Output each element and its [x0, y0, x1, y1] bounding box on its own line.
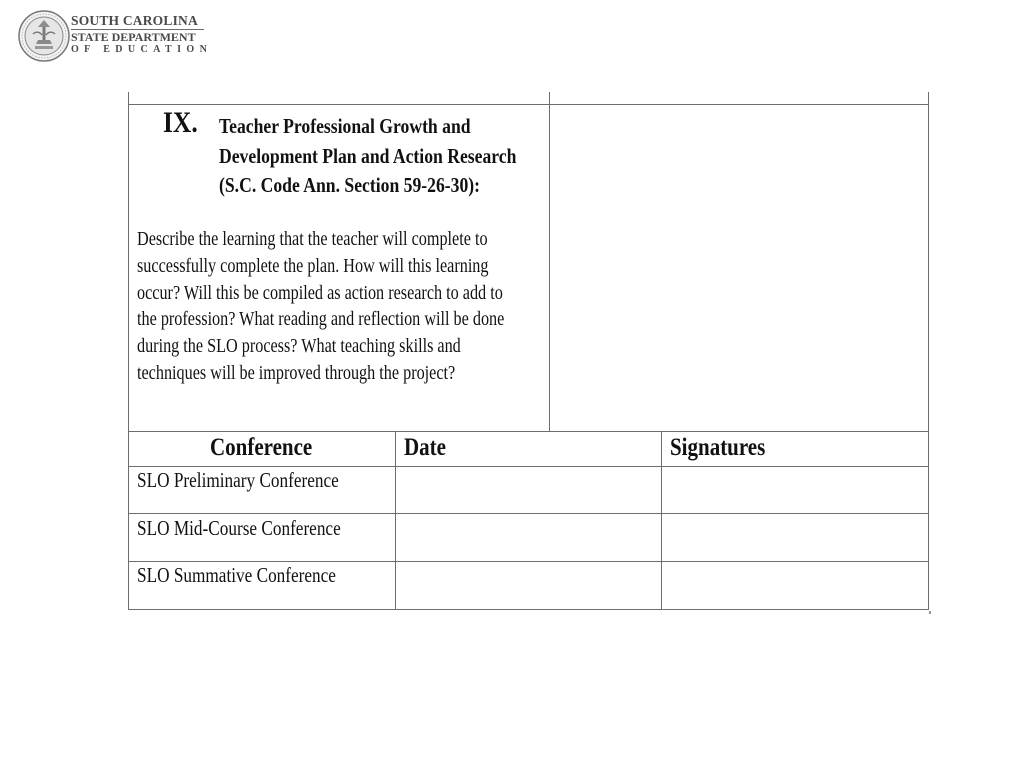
- prompt-line: Describe the learning that the teacher will complete to: [137, 229, 488, 250]
- table-border-left: [128, 92, 129, 432]
- conference-summative: SLO Summative Conference: [137, 563, 336, 587]
- conference-preliminary: SLO Preliminary Conference: [137, 468, 339, 492]
- state-seal-icon: [18, 10, 70, 62]
- section-heading-line: Development Plan and Action Research: [219, 143, 517, 168]
- conference-table: [128, 431, 930, 610]
- conference-mid-course: SLO Mid-Course Conference: [137, 516, 341, 540]
- signature-cell-mid-course[interactable]: [662, 514, 928, 561]
- prompt-line: techniques will be improved through the project?: [137, 362, 456, 384]
- prompt-line: the profession? What reading and reflection will be done: [137, 309, 505, 331]
- conf-border-left: [128, 431, 129, 610]
- header-date: Date: [404, 434, 446, 461]
- section-numeral: IX.: [163, 106, 198, 139]
- header-conference: Conference: [210, 434, 313, 461]
- prompt-line: successfully complete the plan. How will this learning: [137, 255, 489, 277]
- logo-of-education: OF EDUCATION: [71, 44, 213, 55]
- date-cell-preliminary[interactable]: [396, 467, 661, 513]
- page-mark: [929, 611, 931, 614]
- section-heading: [219, 112, 517, 201]
- date-cell-summative[interactable]: [396, 562, 661, 609]
- prompt-line: occur? Will this be compiled as action research to add to: [137, 282, 503, 304]
- prompt-line: during the SLO process? What teaching skills and: [137, 336, 461, 358]
- section-ix-table: [128, 92, 930, 432]
- signature-cell-summative[interactable]: [662, 562, 928, 609]
- section-heading-line: Teacher Professional Growth and: [219, 114, 471, 138]
- header-signatures: Signatures: [670, 434, 766, 461]
- signature-cell-preliminary[interactable]: [662, 467, 928, 513]
- logo-state-name: SOUTH CAROLINA: [71, 13, 198, 28]
- section-heading-line: (S.C. Code Ann. Section 59-26-30):: [219, 173, 481, 197]
- sc-department-logo: [18, 10, 218, 62]
- table-border-right: [928, 92, 929, 432]
- response-cell[interactable]: [550, 105, 928, 432]
- section-prompt: [137, 227, 504, 388]
- conf-border-right: [928, 431, 929, 610]
- conf-border-top: [128, 431, 929, 432]
- date-cell-mid-course[interactable]: [396, 514, 661, 561]
- logo-department: STATE DEPARTMENT: [71, 30, 196, 44]
- conf-border-bottom: [128, 609, 929, 610]
